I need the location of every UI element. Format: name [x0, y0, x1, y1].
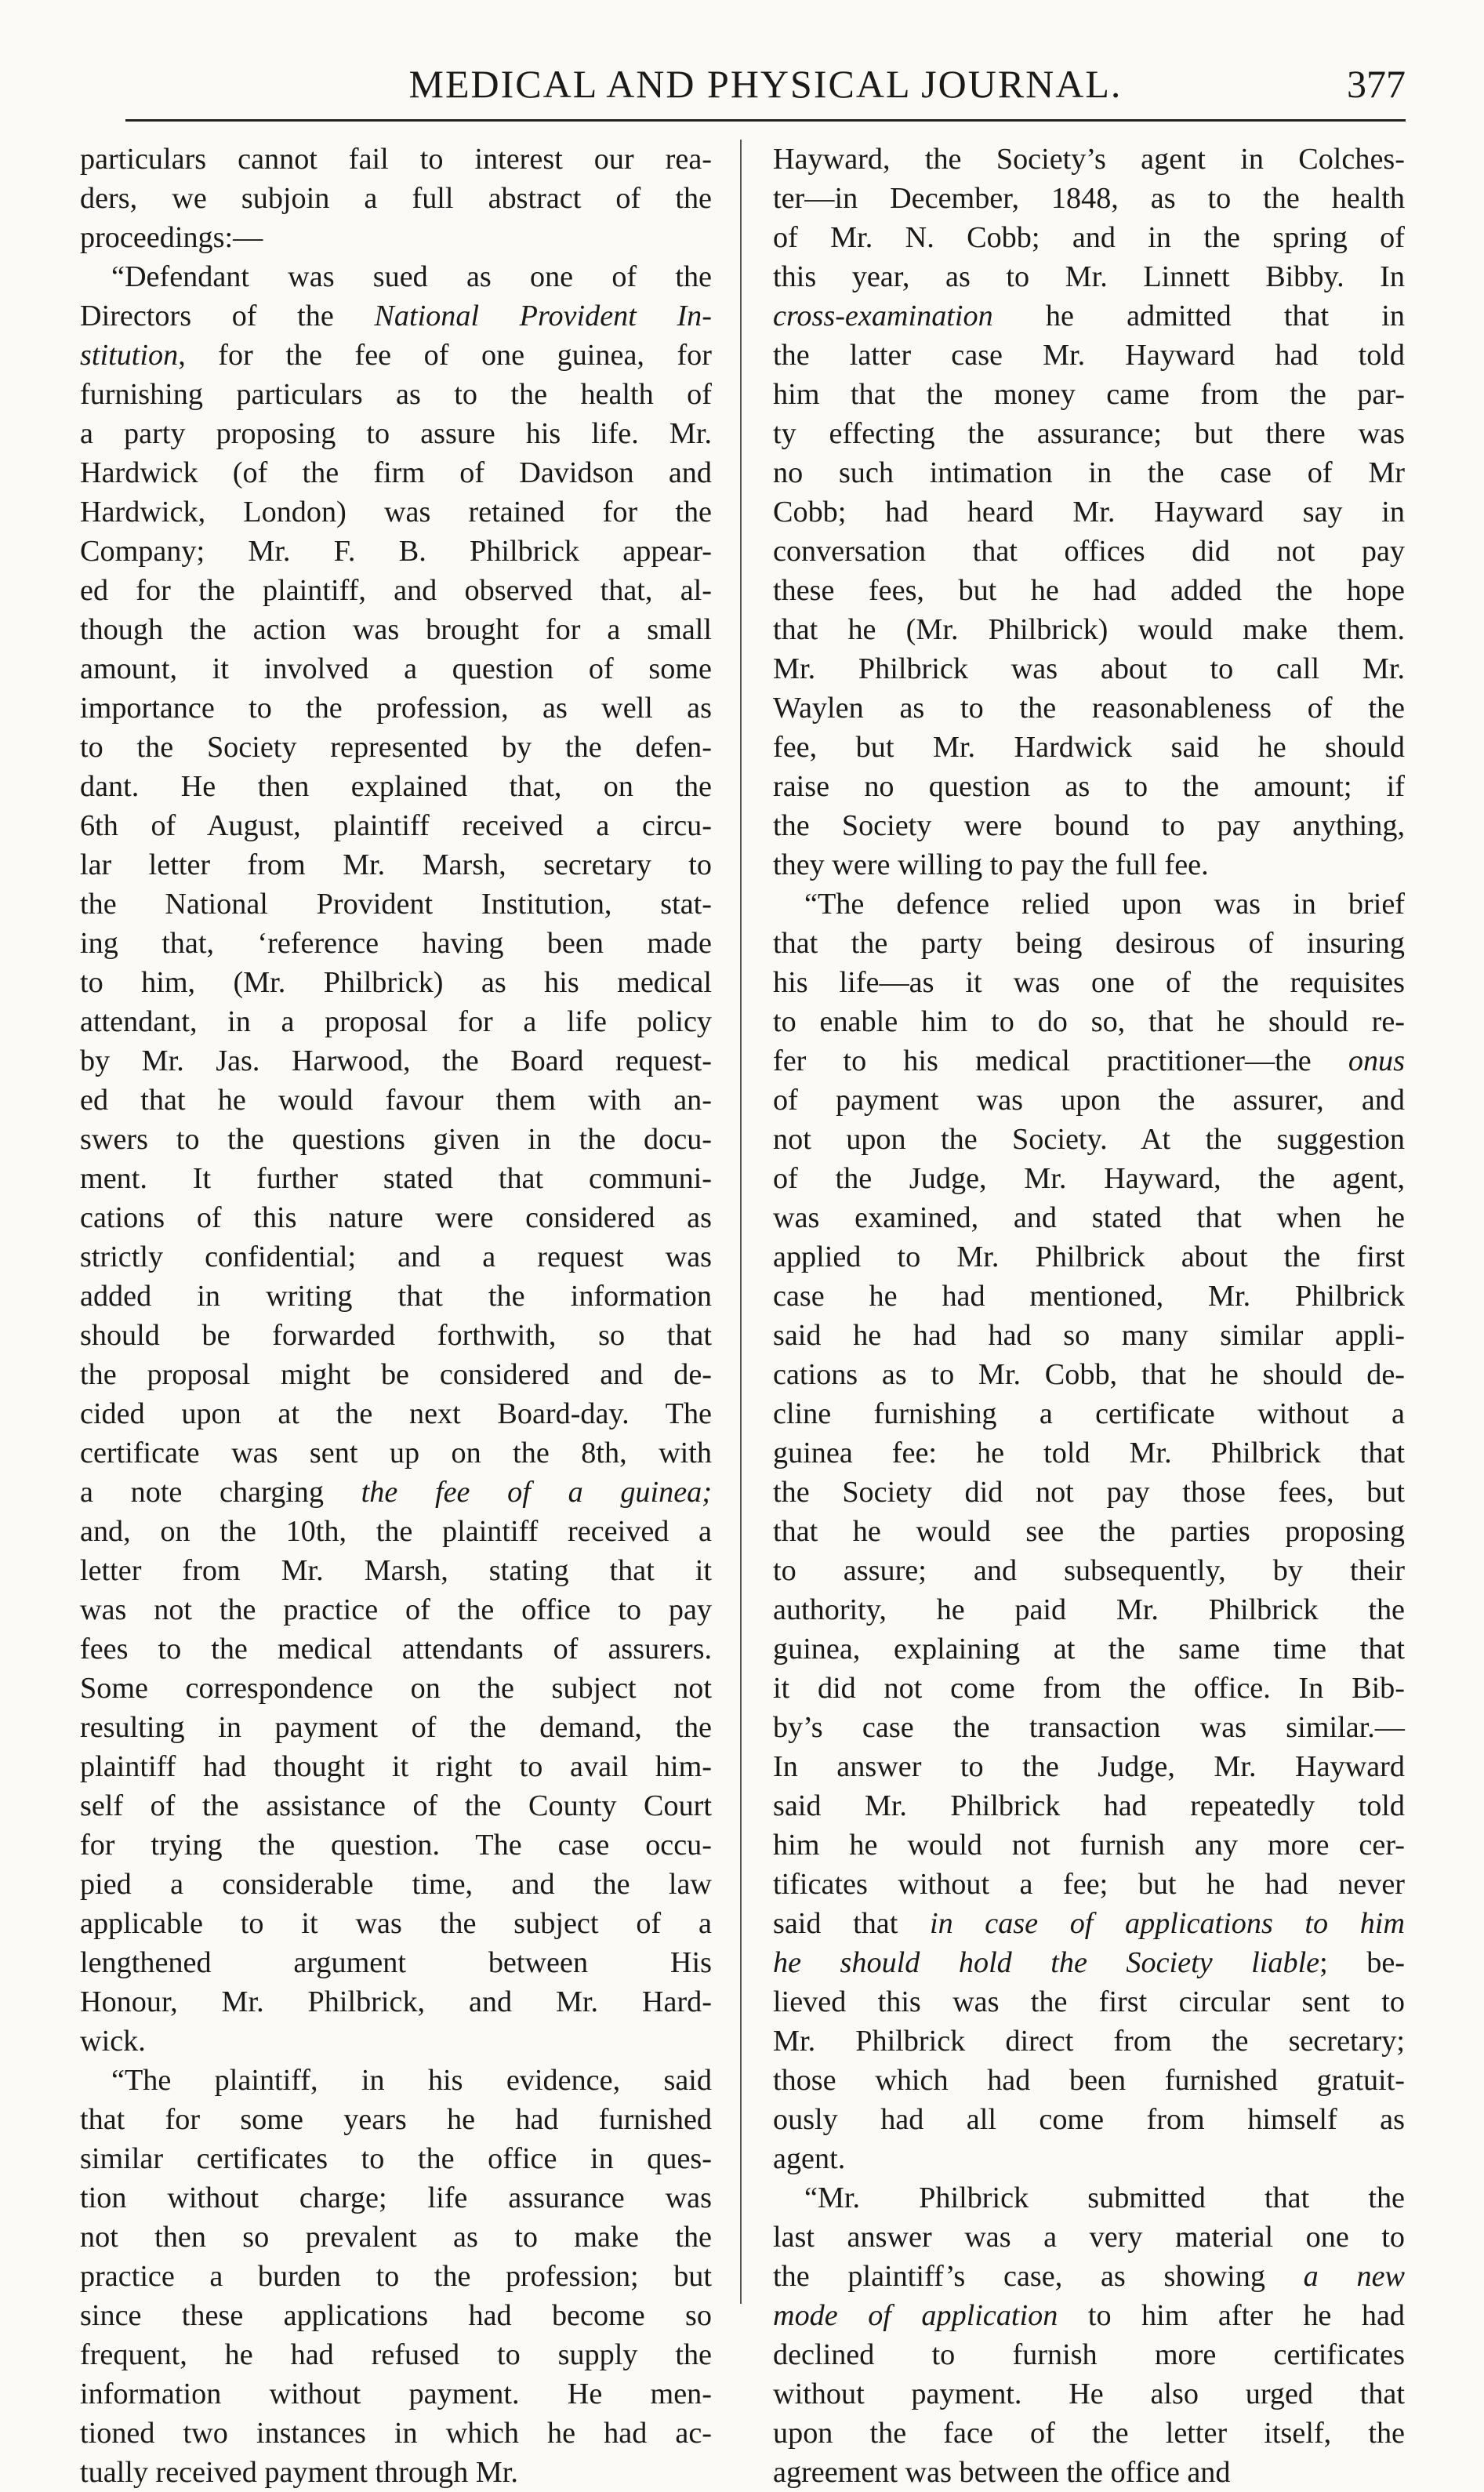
text-line: similar certificates to the office in ques- [80, 2142, 712, 2175]
left-column [80, 140, 712, 2492]
text-line: to the Society represented by the defen- [80, 731, 712, 764]
text-line: conversation that offices did not pay [773, 535, 1405, 568]
text-line: ed for the plaintiff, and observed that, al- [80, 574, 712, 607]
text-line: by’s case the transaction was similar.— [773, 1711, 1405, 1744]
italic-segment: mode of application [773, 2299, 1058, 2332]
text-line: ed that he would favour them with an- [80, 1084, 712, 1117]
column-divider [740, 140, 742, 2304]
text-line: Honour, Mr. Philbrick, and Mr. Hard- [80, 1985, 712, 2018]
text-line: Some correspondence on the subject not [80, 1672, 712, 1705]
text-line: practice a burden to the profession; but [80, 2260, 712, 2293]
text-line: 6th of August, plaintiff received a circu- [80, 809, 712, 842]
text-line: “The defence relied upon was in brief [804, 888, 1405, 921]
text-line: cations as to Mr. Cobb, that he should de- [773, 1358, 1405, 1391]
text-line: though the action was brought for a small [80, 613, 712, 646]
text-line: swers to the questions given in the docu- [80, 1123, 712, 1156]
text-segment: the plaintiff’s case, as showing [773, 2260, 1304, 2293]
text-line: ty effecting the assurance; but there was [773, 417, 1405, 450]
text-line: upon the face of the letter itself, the [773, 2417, 1405, 2450]
right-column [773, 140, 1405, 2492]
text-segment: a note charging [80, 1476, 361, 1509]
text-line: dant. He then explained that, on the [80, 770, 712, 803]
text-line: fee, but Mr. Hardwick said he should [773, 731, 1405, 764]
text-line: and, on the 10th, the plaintiff received a [80, 1515, 712, 1548]
italic-segment: in case of applications to him [929, 1907, 1405, 1940]
page-number: 377 [1347, 62, 1406, 106]
text-line: lengthened argument between His [80, 1946, 712, 1979]
text-line: importance to the profession, as well as [80, 692, 712, 725]
text-line: of Mr. N. Cobb; and in the spring of [773, 221, 1405, 254]
text-line: authority, he paid Mr. Philbrick the [773, 1593, 1405, 1626]
text-line: this year, as to Mr. Linnett Bibby. In [773, 260, 1405, 293]
text-line: fees to the medical attendants of assurers. [80, 1633, 712, 1666]
text-line: self of the assistance of the County Court [80, 1789, 712, 1822]
text-line: without payment. He also urged that [773, 2378, 1405, 2410]
text-line: for trying the question. The case occu- [80, 1829, 712, 1862]
text-line: Mr. Philbrick direct from the secretary; [773, 2025, 1405, 2058]
running-head [125, 56, 1406, 122]
text-line: added in writing that the information [80, 1280, 712, 1313]
text-line: that the party being desirous of insuring [773, 927, 1405, 960]
text-line: amount, it involved a question of some [80, 652, 712, 685]
text-line: it did not come from the office. In Bib- [773, 1672, 1405, 1705]
text-line: of payment was upon the assurer, and [773, 1084, 1405, 1117]
text-line: attendant, in a proposal for a life policy [80, 1005, 712, 1038]
text-line: his life—as it was one of the requisites [773, 966, 1405, 999]
text-line: case he had mentioned, Mr. Philbrick [773, 1280, 1405, 1313]
text-line [80, 336, 712, 375]
text-line: tificates without a fee; but he had never [773, 1868, 1405, 1901]
text-line: to assure; and subsequently, by their [773, 1554, 1405, 1587]
text-line: “Mr. Philbrick submitted that the [804, 2181, 1405, 2214]
text-line: no such intimation in the case of Mr [773, 456, 1405, 489]
text-line: was not the practice of the office to pay [80, 1593, 712, 1626]
text-line: said he had had so many similar appli- [773, 1319, 1405, 1352]
text-segment: ; be- [1319, 1946, 1406, 1979]
text-line: him he would not furnish any more cer- [773, 1829, 1405, 1862]
text-line: by Mr. Jas. Harwood, the Board request- [80, 1044, 712, 1077]
text-line: tioned two instances in which he had ac- [80, 2417, 712, 2450]
text-line [773, 2296, 1405, 2335]
text-segment: fer to his medical practitioner—the [773, 1044, 1348, 1077]
text-line: a party proposing to assure his life. Mr. [80, 417, 712, 450]
text-line: ously had all come from himself as [773, 2103, 1405, 2136]
text-segment: said that [773, 1907, 930, 1940]
text-line: Hayward, the Society’s agent in Colches- [773, 143, 1405, 176]
text-line: declined to furnish more certificates [773, 2338, 1405, 2371]
text-line: that he (Mr. Philbrick) would make them. [773, 613, 1405, 646]
text-line: agreement was between the office and [773, 2456, 1231, 2489]
text-line: cided upon at the next Board-day. The [80, 1397, 712, 1430]
text-segment: , for the fee of one guinea, for [178, 339, 712, 372]
text-line: wick. [80, 2025, 146, 2058]
text-line: information without payment. He men- [80, 2378, 712, 2410]
text-line: raise no question as to the amount; if [773, 770, 1405, 803]
text-segment: to him after he had [1058, 2299, 1405, 2332]
text-line: to enable him to do so, that he should re- [773, 1005, 1405, 1038]
text-line: that for some years he had furnished [80, 2103, 712, 2136]
text-line: cline furnishing a certificate without a [773, 1397, 1405, 1430]
italic-segment: National Provident In- [374, 300, 712, 332]
text-line: Mr. Philbrick was about to call Mr. [773, 652, 1405, 685]
text-line: “Defendant was sued as one of the [111, 260, 712, 293]
text-line: “The plaintiff, in his evidence, said [111, 2064, 712, 2097]
running-title: MEDICAL AND PHYSICAL JOURNAL. [408, 62, 1123, 106]
text-line [80, 296, 712, 336]
text-segment: Directors of the [80, 300, 375, 332]
text-line: Company; Mr. F. B. Philbrick appear- [80, 535, 712, 568]
text-line [773, 2257, 1405, 2296]
text-line: cations of this nature were considered as [80, 1201, 712, 1234]
italic-segment: the fee of a guinea; [361, 1476, 712, 1509]
text-line: those which had been furnished gratuit- [773, 2064, 1405, 2097]
text-line [773, 296, 1405, 336]
text-line [773, 1041, 1405, 1081]
text-line: furnishing particulars as to the health of [80, 378, 712, 411]
text-line: tion without charge; life assurance was [80, 2181, 712, 2214]
text-line: the latter case Mr. Hayward had told [773, 339, 1405, 372]
text-line: not upon the Society. At the suggestion [773, 1123, 1405, 1156]
text-line: Hardwick (of the firm of Davidson and [80, 456, 712, 489]
text-line: Cobb; had heard Mr. Hayward say in [773, 496, 1405, 529]
text-line: to him, (Mr. Philbrick) as his medical [80, 966, 712, 999]
text-line: not then so prevalent as to make the [80, 2221, 712, 2254]
text-line: ment. It further stated that communi- [80, 1162, 712, 1195]
text-line: Waylen as to the reasonableness of the [773, 692, 1405, 725]
italic-segment: he should hold the Society liable [773, 1946, 1320, 1979]
text-line: guinea fee: he told Mr. Philbrick that [773, 1437, 1405, 1469]
italic-segment: a new [1303, 2260, 1406, 2293]
text-line: In answer to the Judge, Mr. Hayward [773, 1750, 1405, 1783]
text-line: proceedings:— [80, 221, 263, 254]
text-line: these fees, but he had added the hope [773, 574, 1405, 607]
text-line: lieved this was the first circular sent to [773, 1985, 1405, 2018]
italic-segment: cross-examination [773, 300, 993, 332]
text-line: that he would see the parties proposing [773, 1515, 1405, 1548]
text-line: applied to Mr. Philbrick about the first [773, 1241, 1405, 1273]
text-line: was examined, and stated that when he [773, 1201, 1405, 1234]
text-line: said Mr. Philbrick had repeatedly told [773, 1789, 1405, 1822]
italic-segment: onus [1348, 1044, 1405, 1077]
text-line: they were willing to pay the full fee. [773, 848, 1209, 881]
text-line: lar letter from Mr. Marsh, secretary to [80, 848, 712, 881]
text-segment: he admitted that in [992, 300, 1405, 332]
text-line: frequent, he had refused to supply the [80, 2338, 712, 2371]
text-line [773, 1904, 1405, 1943]
text-line: ter—in December, 1848, as to the health [773, 182, 1405, 215]
text-line: ders, we subjoin a full abstract of the [80, 182, 712, 215]
text-line: agent. [773, 2142, 846, 2175]
text-line: him that the money came from the par- [773, 378, 1405, 411]
text-line: ing that, ‘reference having been made [80, 927, 712, 960]
text-line: the Society did not pay those fees, but [773, 1476, 1405, 1509]
text-line: plaintiff had thought it right to avail him- [80, 1750, 712, 1783]
text-line: Hardwick, London) was retained for the [80, 496, 712, 529]
text-line: applicable to it was the subject of a [80, 1907, 712, 1940]
text-line: the proposal might be considered and de- [80, 1358, 712, 1391]
text-line: since these applications had become so [80, 2299, 712, 2332]
text-line: certificate was sent up on the 8th, with [80, 1437, 712, 1469]
text-line: tually received payment through Mr. [80, 2456, 518, 2489]
text-line: guinea, explaining at the same time that [773, 1633, 1405, 1666]
text-line: the National Provident Institution, stat- [80, 888, 712, 921]
text-line [80, 1473, 712, 1512]
text-line: resulting in payment of the demand, the [80, 1711, 712, 1744]
text-line [773, 1943, 1405, 1982]
text-line: pied a considerable time, and the law [80, 1868, 712, 1901]
text-line: the Society were bound to pay anything, [773, 809, 1405, 842]
text-line: of the Judge, Mr. Hayward, the agent, [773, 1162, 1405, 1195]
text-line: should be forwarded forthwith, so that [80, 1319, 712, 1352]
text-line: particulars cannot fail to interest our rea- [80, 143, 712, 176]
text-line: last answer was a very material one to [773, 2221, 1405, 2254]
text-line: strictly confidential; and a request was [80, 1241, 712, 1273]
italic-segment: stitution [80, 339, 179, 372]
text-line: letter from Mr. Marsh, stating that it [80, 1554, 712, 1587]
